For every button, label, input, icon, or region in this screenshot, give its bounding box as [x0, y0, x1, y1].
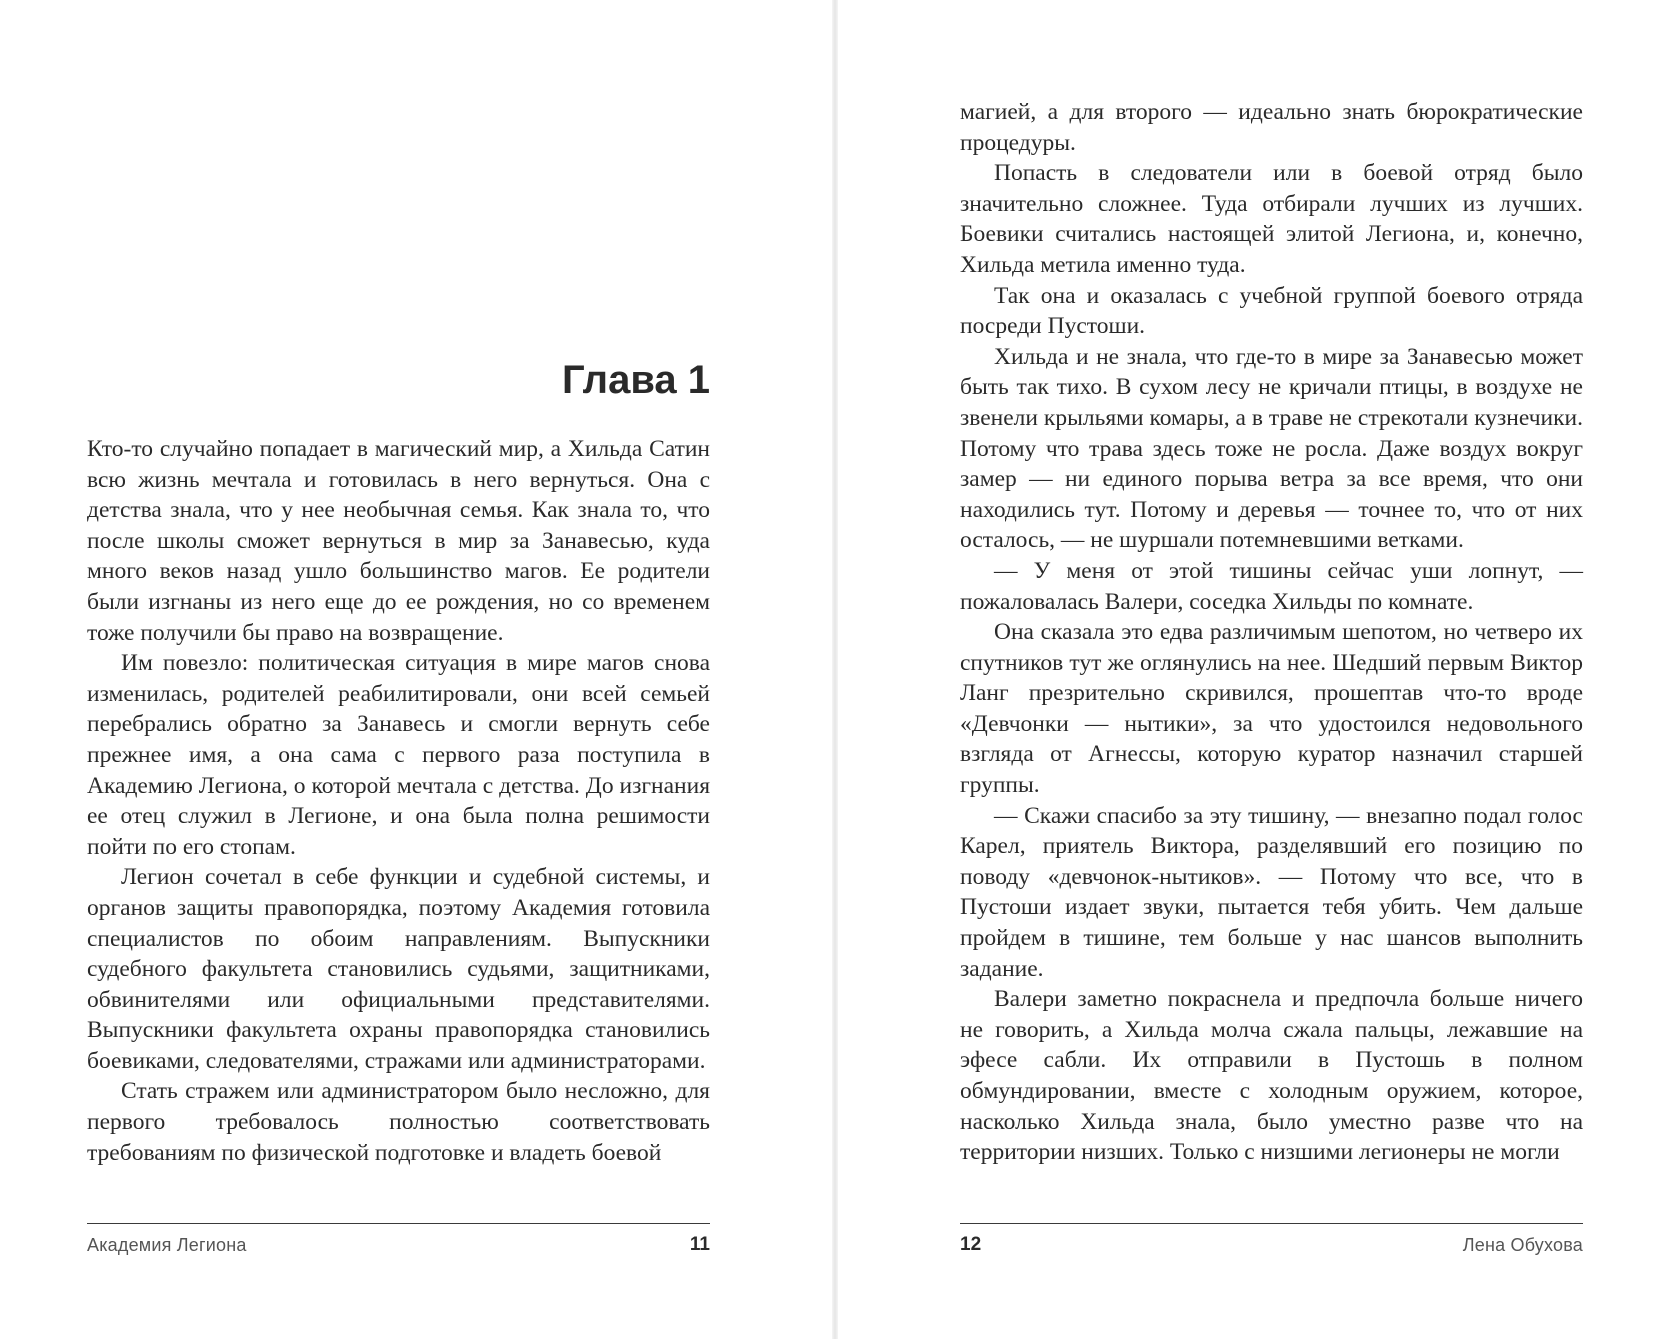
paragraph: Так она и оказалась с учебной группой боевого отряда посреди Пустоши. — [960, 282, 1583, 340]
paragraph: Хильда и не знала, что где-то в мире за Занавесью может быть так тихо. В сухом лесу не кричали птицы, в воздухе не звенели крыльями комары, а в траве не стрекотали кузнечики. Потому что трава здесь тоже не росла. Даже воздух вокруг замер — ни единого порыва ветра за все время, что они находились тут. Потому и деревья — точнее то, что от них осталось, — не шуршали потемневшими ветками. — [960, 343, 1583, 554]
footer-rule — [87, 1223, 710, 1224]
right-page-footer — [960, 1232, 1583, 1258]
page-number: 12 — [960, 1234, 982, 1255]
paragraph: Легион сочетал в себе функции и судебной системы, и органов защиты правопорядка, поэтому Академия готовила специалистов по обоим направлениям. Выпускники судебного факультета становились судьями, защитниками, обвинителями или официальными представителями. Выпускники факультета охраны правопорядка становились боевиками, следователями, стражами или администраторами. — [87, 864, 710, 1074]
running-title: Академия Легиона — [87, 1235, 247, 1255]
footer-rule — [960, 1223, 1583, 1224]
paragraph: Она сказала это едва различимым шепотом, но четверо их спутников тут же оглянулись на нее. Шедший первым Виктор Ланг презрительно скривился, прошептав что-то вроде «Девчонки — нытики», за что удостоился недовольного взгляда от Агнессы, которую куратор назначил старшей группы. — [960, 619, 1583, 799]
left-page — [0, 0, 832, 1339]
right-page-text — [960, 97, 1583, 1168]
page-number: 11 — [689, 1234, 710, 1255]
left-page-footer — [87, 1232, 710, 1258]
paragraph: Стать стражем или администратором было несложно, для первого требовалось полностью соответствовать требованиям по физической подготовке и владеть боевой — [87, 1078, 710, 1166]
paragraph: Попасть в следователи или в боевой отряд было значительно сложнее. Туда отбирали лучших из лучших. Боевики считались настоящей элитой Легиона, и, конечно, Хильда метила именно туда. — [960, 160, 1583, 278]
paragraph: Кто-то случайно попадает в магический мир, а Хильда Сатин всю жизнь мечтала и готовилась в него вернуться. Она с детства знала, что у нее необычная семья. Как знала то, что после школы сможет вернуться в мир за Занавесью, куда много веков назад ушло большинство магов. Ее родители были изгнаны из него еще до ее рождения, но со временем тоже получили бы право на возвращение. — [87, 436, 710, 646]
paragraph: — У меня от этой тишины сейчас уши лопнут, — пожаловалась Валери, соседка Хильды по комнате. — [960, 557, 1583, 615]
paragraph: — Скажи спасибо за эту тишину, — внезапно подал голос Карел, приятель Виктора, разделявший его позицию по поводу «девчонок-нытиков». — Потому что все, что в Пустоши издает звуки, пытается тебя убить. Чем дальше пройдем в тишине, тем больше у нас шансов выполнить задание. — [960, 802, 1583, 982]
right-page — [838, 0, 1667, 1339]
chapter-title: Глава 1 — [561, 358, 710, 402]
left-page-text — [87, 434, 710, 1168]
paragraph: Валери заметно покраснела и предпочла больше ничего не говорить, а Хильда молча сжала пальцы, лежавшие на эфесе сабли. Их отправили в Пустошь в полном обмундировании, вместе с холодным оружием, которое, насколько Хильда знала, было уместно разве что на территории низших. Только с низшими легионеры не могли — [960, 986, 1583, 1166]
paragraph-continuation: магией, а для второго — идеально знать бюрократические процедуры. — [960, 99, 1583, 156]
running-title: Лена Обухова — [1462, 1235, 1583, 1255]
paragraph: Им повезло: политическая ситуация в мире магов снова изменилась, родителей реабилитировали, они всей семьей перебрались обратно за Занавесь и смогли вернуть себе прежнее имя, а она сама с первого раза поступила в Академию Легиона, о которой мечтала с детства. До изгнания ее отец служил в Легионе, и она была полна решимости пойти по его стопам. — [87, 650, 710, 860]
